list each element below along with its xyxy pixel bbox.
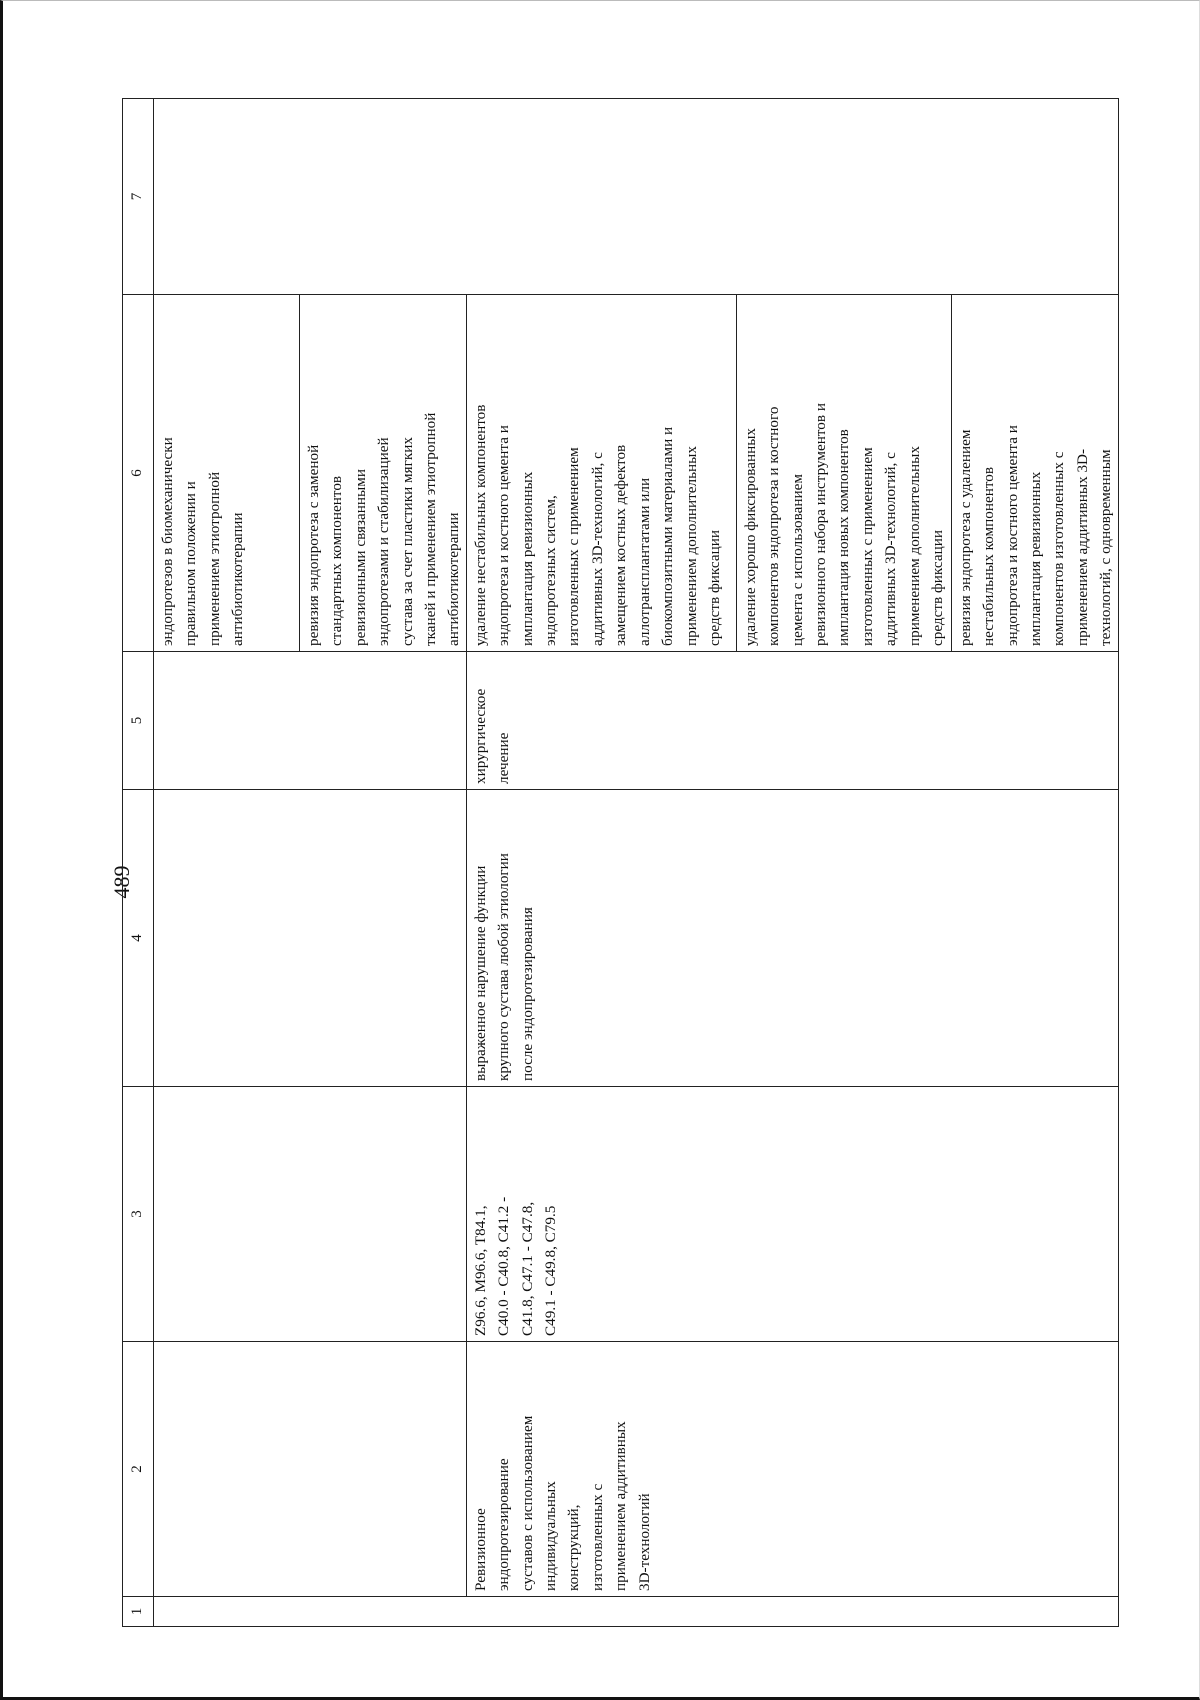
col5-empty-cell [154,652,467,790]
method-cell-spacer [1118,295,1119,652]
text-line: ревизионного набора инструментов и [812,403,830,646]
text-line: суставов с использованием [518,1415,536,1591]
text-line: C41.8, C47.1 - C47.8, [518,1201,536,1336]
text-line: тканей и применением этиотропной [422,412,440,646]
text-line: средств фиксации [929,530,947,646]
patient-model-cell [466,790,1118,1087]
table-row [154,99,300,1627]
text-line: стандартных компонентов [328,475,346,646]
text-line: хирургическое [471,688,489,784]
text-line: C40.0 - C40.8, C41.2 - [495,1196,513,1336]
column-number-6: 6 [123,295,154,652]
text-line: выраженное нарушение функции [471,865,489,1081]
diagnosis-codes-cell [466,1087,1118,1342]
text-line: имплантация ревизионных [518,471,536,646]
procedures-table [122,98,1119,1627]
text-line: применением дополнительных [682,446,700,646]
text-line: эндопротезных систем, [542,495,560,646]
text-line: применением аддитивных 3D- [1073,448,1091,646]
method-cell [736,295,951,652]
table-row [466,99,736,1627]
text-line: 3D-технологий [635,1493,653,1591]
text-line: Z96.6, M96.6, T84.1, [471,1205,489,1336]
method-cell [154,295,300,652]
column-number-1: 1 [123,1597,154,1627]
procedure-name-cell [466,1342,1118,1597]
text-line: конструкций, [565,1504,583,1591]
text-line: аддитивных 3D-технологий, с [882,452,900,646]
column-number-5: 5 [123,652,154,790]
text-line: ревизия эндопротеза с заменой [305,444,322,646]
text-line: технологий, с одновременным [1097,449,1115,646]
text-line: применением дополнительных [905,446,923,646]
text-line: применением аддитивных [612,1421,630,1591]
text-line: эндопротезирование [495,1458,513,1591]
text-line: антибиотикотерапии [229,512,247,646]
text-line: правильном положении и [182,481,200,646]
method-cell [951,295,1117,652]
text-line: компонентов эндопротеза и костного [765,406,783,646]
text-line: компонентов изготовленных с [1050,451,1068,646]
column-number-4: 4 [123,790,154,1087]
text-line: эндопротезов в биомеханически [159,437,176,646]
text-line: изготовленных с применением [565,447,583,646]
text-line: изготовленных с [588,1483,606,1591]
text-line: средств фиксации [705,530,723,646]
text-line: изготовленных с применением [858,447,876,646]
column-number-2: 2 [123,1342,154,1597]
text-line: лечение [495,732,513,784]
text-line: ревизия эндопротеза с удалением [956,429,974,646]
text-line: C49.1 - C49.8, C79.5 [542,1205,560,1336]
col4-empty-cell [154,790,467,1087]
text-line: имплантация новых компонентов [835,429,853,646]
text-line: аллотрансплантатами или [635,477,653,646]
text-line: применением этиотропной [205,471,223,646]
text-line: после эндопротезирования [518,907,536,1081]
text-line: эндопротеза и костного цемента и [1003,425,1021,646]
rotated-table-container [122,99,1115,1627]
method-cell [300,295,467,652]
column-number-3: 3 [123,1087,154,1342]
text-line: Ревизионное [471,1508,489,1591]
text-line: крупного сустава любой этиологии [495,853,513,1081]
col1-cell [154,1597,1119,1627]
text-line: цемента с использованием [788,474,806,646]
text-line: удаление нестабильных компонентов [471,404,489,646]
text-line: биокомпозитными материалами и [659,426,677,646]
text-line: имплантация ревизионных [1027,471,1045,646]
page-number: 489 [109,865,134,899]
text-line: нестабильных компонентов [980,466,998,646]
method-cell [466,295,736,652]
column-number-row [123,99,154,1627]
text-line: замещением костных дефектов [612,444,630,646]
col7-cell [154,99,1119,295]
column-number-7: 7 [123,99,154,295]
col2-empty-cell [154,1342,467,1597]
text-line: индивидуальных [542,1481,560,1591]
text-line: эндопротеза и костного цемента и [495,425,513,646]
treatment-type-cell [466,652,1118,790]
text-line: ревизионными связанными [351,469,369,646]
text-line: удаление хорошо фиксированных [741,427,759,646]
text-line: сустава за счет пластики мягких [398,437,416,646]
text-line: эндопротезами и стабилизацией [375,437,393,646]
text-line: антибиотикотерапии [445,512,463,646]
col3-empty-cell [154,1087,467,1342]
text-line: аддитивных 3D-технологий, с [588,452,606,646]
